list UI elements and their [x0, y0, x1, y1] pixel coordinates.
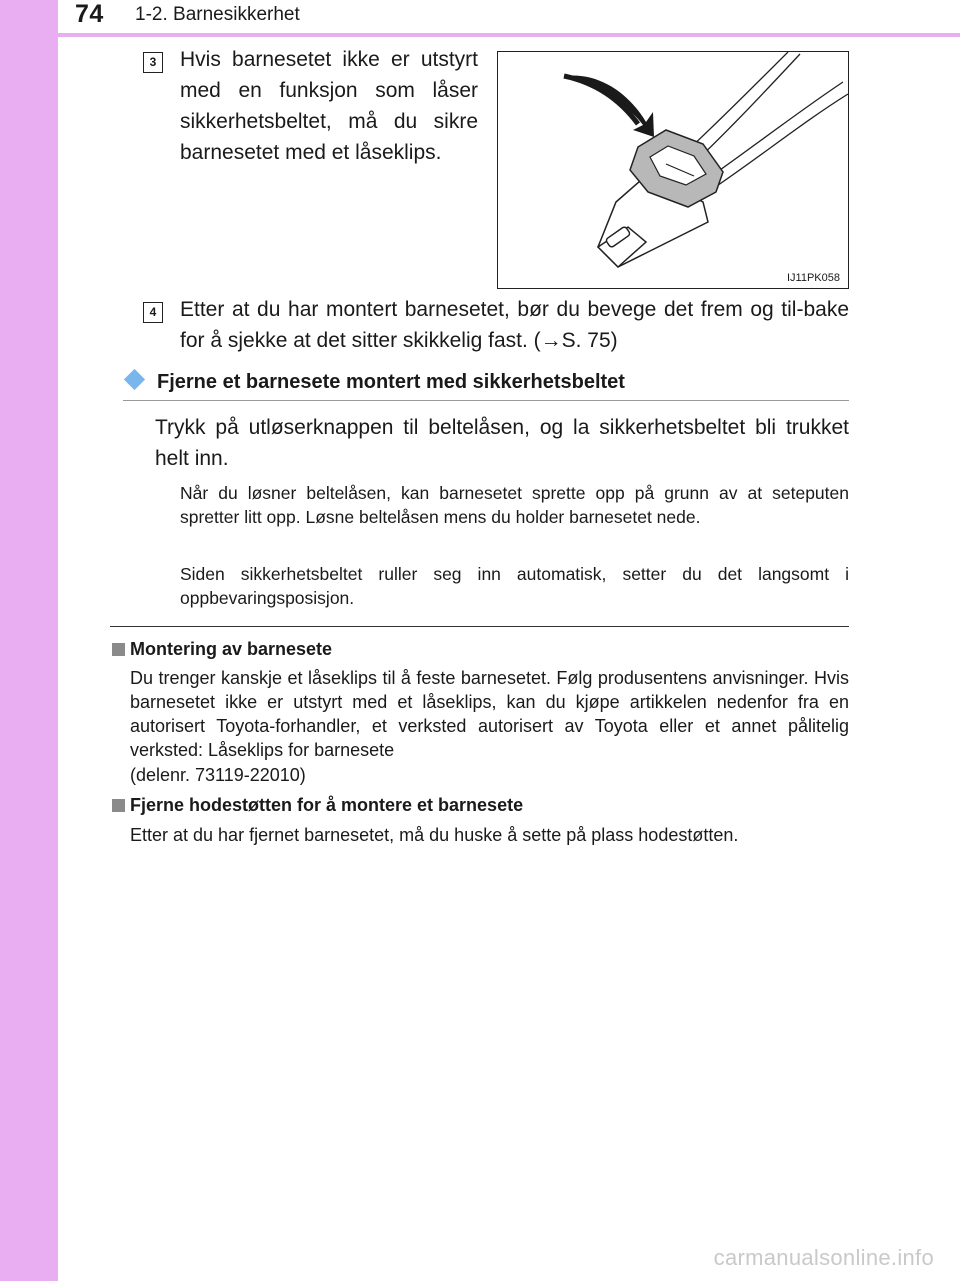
step-4-text: Etter at du har montert barnesetet, bør du bevege det frem og til-bake for å sjekke at det sitter skikkelig fast. (→S. 75) [180, 298, 849, 352]
square-bullet-icon [112, 799, 125, 812]
note-2: Siden sikkerhetsbeltet ruller seg inn automatisk, setter du det langsomt i oppbevaringsposisjon. [180, 564, 849, 608]
step-number-4: 4 [143, 302, 163, 323]
step-3-text: Hvis barnesetet ikke er utstyrt med en funksjon som låser sikkerhetsbeltet, må du sikre barnesetet med et låseklips. [180, 48, 478, 164]
info-part-number: (delenr. 73119-22010) [130, 765, 306, 785]
section-title: 1-2. Barnesikkerhet [135, 4, 300, 25]
info-text-2: Etter at du har fjernet barnesetet, må du huske å sette på plass hodestøtten. [130, 825, 739, 845]
step-number-3: 3 [143, 52, 163, 73]
diamond-bullet-icon [124, 369, 145, 390]
page-number: 74 [75, 0, 104, 28]
seatbelt-locking-clip-illustration [497, 51, 849, 289]
subsection-text: Trykk på utløserknappen til beltelåsen, og la sikkerhetsbeltet bli trukket helt inn. [155, 416, 849, 470]
info-heading-2: Fjerne hodestøtten for å montere et barnesete [130, 795, 524, 815]
subsection-heading: Fjerne et barnesete montert med sikkerhetsbeltet [157, 371, 625, 393]
locking-clip-drawing [498, 52, 849, 289]
info-heading-1: Montering av barnesete [130, 639, 333, 659]
square-bullet-icon [112, 643, 125, 656]
info-text-1: Du trenger kanskje et låseklips til å feste barnesetet. Følg produsentens anvisninger. Hvis barnesetet ikke er utstyrt med et låseklips, kan du kjøpe artikkelen nedenfor fra en autorisert Toyota-forhandler, et verksted autorisert av Toyota eller et annet pålitelig verksted: Låseklips for barnesete [130, 668, 849, 760]
subsection-rule [123, 400, 849, 401]
note-1: Når du løsner beltelåsen, kan barnesetet sprette opp på grunn av at seteputen spretter litt opp. Løsne beltelåsen mens du holder barnesetet nede. [180, 483, 849, 527]
section-divider [110, 626, 849, 627]
watermark: carmanualsonline.info [713, 1245, 934, 1270]
figure-code: IJ11PK058 [786, 272, 840, 284]
header-rule [58, 33, 960, 37]
side-color-band [0, 0, 58, 1281]
